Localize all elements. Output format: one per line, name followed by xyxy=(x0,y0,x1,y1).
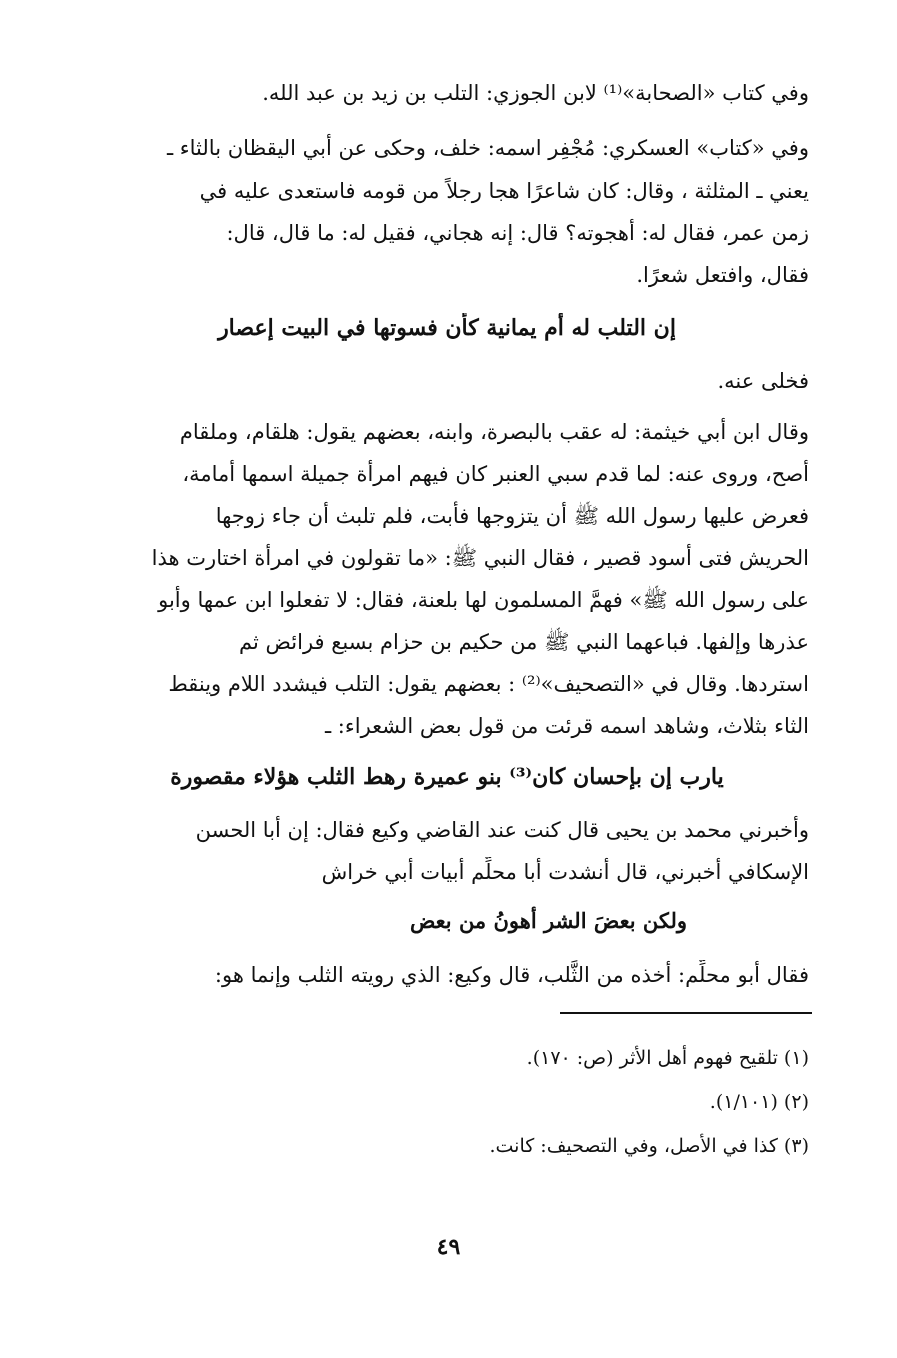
body-line: وفي كتاب «الصحابة»⁽¹⁾ لابن الجوزي: التلب بن زيد بن عبد الله. xyxy=(262,81,809,105)
poetry-verse: إن التلب له أم يمانية كأن فسوتها في البيت إعصار xyxy=(218,315,676,341)
body-line: الثاء بثلاث، وشاهد اسمه قرئت من قول بعض الشعراء: ـ xyxy=(324,714,809,738)
body-line: فقال، وافتعل شعرًا. xyxy=(636,263,809,287)
body-line: استردها. وقال في «التصحيف»⁽²⁾ : بعضهم يقول: التلب فيشدد اللام وينقط xyxy=(168,672,809,696)
footnote: (٢) (١/١٠١). xyxy=(709,1091,809,1113)
body-line: الإسكافي أخبرني، قال أنشدت أبا محلِّم أبيات أبي خراش xyxy=(321,860,809,884)
body-line: أصح، وروى عنه: لما قدم سبي العنبر كان فيهم امرأة جميلة اسمها أمامة، xyxy=(182,462,809,486)
body-line: فخلى عنه. xyxy=(717,369,809,393)
footnote: (٣) كذا في الأصل، وفي التصحيف: كانت. xyxy=(489,1135,809,1157)
body-line: يعني ـ المثلثة ، وقال: كان شاعرًا هجا رجلاً من قومه فاستعدى عليه في xyxy=(199,179,809,203)
body-line: وفي «كتاب» العسكري: مُجْفِر اسمه: خلف، وحكى عن أبي اليقظان بالثاء ـ xyxy=(166,136,809,160)
body-line: فقال أبو محلِّم: أخذه من الثَّلب، قال وكيع: الذي رويته الثلب وإنما هو: xyxy=(214,963,809,987)
footnote: (١) تلقيح فهوم أهل الأثر (ص: ١٧٠). xyxy=(526,1047,809,1069)
footnote-separator xyxy=(560,1012,812,1014)
body-line: عذرها وإلفها. فباعهما النبي ﷺ من حكيم بن حزام بسبع فرائض ثم xyxy=(239,630,809,654)
body-line: زمن عمر، فقال له: أهجوته؟ قال: إنه هجاني، فقيل له: ما قال، قال: xyxy=(226,221,809,245)
page-number: ٤٩ xyxy=(436,1234,461,1260)
body-line: وقال ابن أبي خيثمة: له عقب بالبصرة، وابنه، بعضهم يقول: هلقام، وملقام xyxy=(179,420,809,444)
poetry-hemistich: ولكن بعضَ الشر أهونُ من بعض xyxy=(409,908,687,933)
poetry-verse: يارب إن بإحسان كان⁽³⁾ بنو عميرة رهط الثلب هؤلاء مقصورة xyxy=(170,764,724,790)
body-line: وأخبرني محمد بن يحيى قال كنت عند القاضي وكيع فقال: إن أبا الحسن xyxy=(195,818,809,842)
body-line: على رسول الله ﷺ» فهمَّ المسلمون لها بلعنة، فقال: لا تفعلوا ابن عمها وأبو xyxy=(158,588,809,612)
body-line: الحريش فتى أسود قصير ، فقال النبي ﷺ: «ما تقولون في امرأة اختارت هذا xyxy=(151,546,809,570)
body-line: فعرض عليها رسول الله ﷺ أن يتزوجها فأبت، فلم تلبث أن جاء زوجها xyxy=(215,504,809,528)
